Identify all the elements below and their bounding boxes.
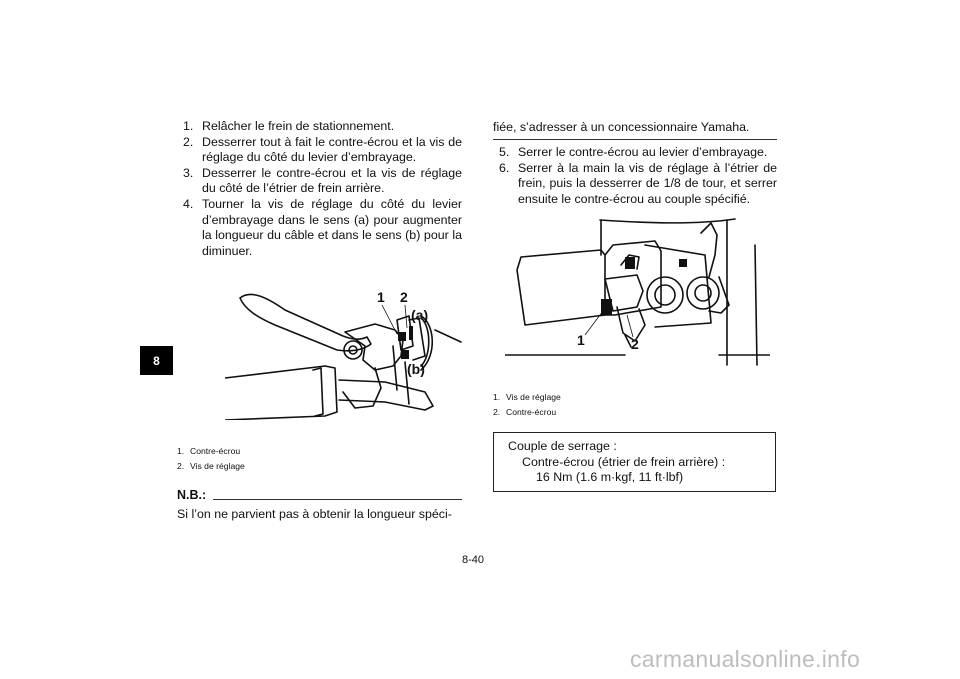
step-1: 1. Relâcher le frein de stationnement. xyxy=(183,119,395,133)
caption-item: 1. Contre-écrou xyxy=(177,446,241,456)
callout-1: 1 xyxy=(377,289,385,305)
step-6: 6. Serrer à la main la vis de réglage à l’étrier de frein, puis la desserrer de 1/8 de tour, et serrer ensuite le contre-écrou au couple spécifié. xyxy=(499,160,777,206)
step-3: 3. Desserrer le contre-écrou et la vis de réglage du côté de l’étrier de frein arrière. xyxy=(183,165,462,196)
page-number: 8-40 xyxy=(462,554,485,566)
clutch-lever-illustration xyxy=(225,280,470,420)
callout-2: 2 xyxy=(400,289,408,305)
callout-a: (a) xyxy=(411,307,429,323)
caption-item: 2. Contre-écrou xyxy=(493,406,557,417)
callout-1: 1 xyxy=(577,332,585,348)
torque-spec-box xyxy=(493,432,776,492)
caption-item: 2. Vis de réglage xyxy=(177,460,245,471)
note-continuation: fiée, s’adresser à un concessionnaire Yamaha. xyxy=(493,120,750,134)
watermark: carmanualsonline.info xyxy=(630,646,861,672)
right-steps-column xyxy=(493,145,777,207)
left-steps-column xyxy=(177,119,462,259)
torque-value: 16 Nm (1.6 m·kgf, 11 ft·lbf) xyxy=(536,470,684,484)
left-steps-list xyxy=(177,119,462,259)
right-steps-list xyxy=(493,145,777,207)
figure1-captions xyxy=(177,444,245,473)
callout-b: (b) xyxy=(407,361,425,377)
torque-title: Couple de serrage : xyxy=(508,439,617,453)
chapter-tab: 8 xyxy=(140,346,173,375)
note-text: Si l’on ne parvient pas à obtenir la longueur spéci- xyxy=(177,507,452,521)
note-end-rule xyxy=(493,139,777,140)
brake-caliper-illustration xyxy=(505,215,770,375)
step-5: 5. Serrer le contre-écrou au levier d’embrayage. xyxy=(499,145,768,159)
figure2-captions xyxy=(493,390,561,419)
step-4: 4. Tourner la vis de réglage du côté du levier d’embrayage dans le sens (a) pour augmenter la longueur du câble et dans le sens (b) pour la diminuer. xyxy=(183,196,462,258)
step-2: 2. Desserrer tout à fait le contre-écrou et la vis de réglage du côté du levier d’embrayage. xyxy=(183,134,462,165)
note-rule xyxy=(213,499,462,500)
caption-item: 1. Vis de réglage xyxy=(493,392,561,402)
callout-2: 2 xyxy=(631,336,639,352)
note-heading: N.B.: xyxy=(177,488,207,502)
torque-item: Contre-écrou (étrier de frein arrière) : xyxy=(522,454,726,469)
